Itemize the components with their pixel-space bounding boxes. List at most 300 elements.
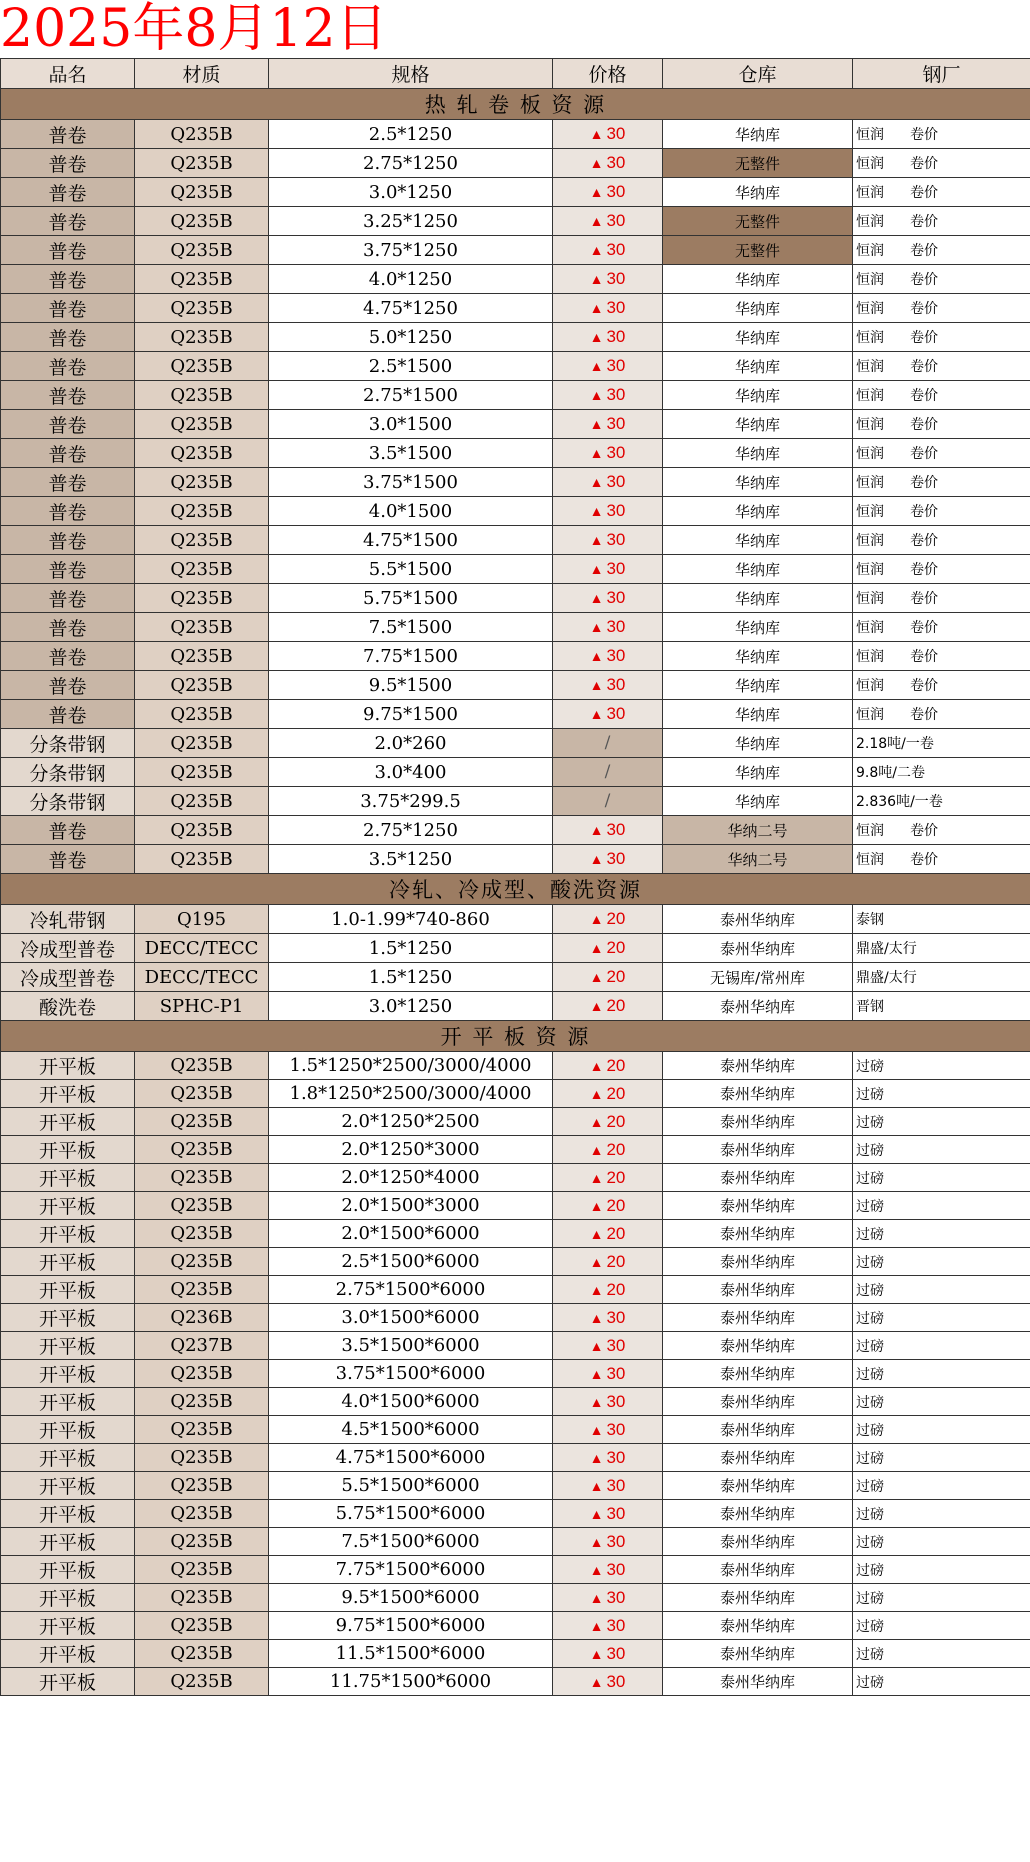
header-mill: 钢厂 [853, 59, 1030, 89]
cell-material: Q235B [135, 1220, 269, 1248]
price-value: 30 [606, 1363, 626, 1383]
cell-name: 开平板 [1, 1388, 135, 1416]
price-up-icon: ▲ [589, 1421, 604, 1438]
cell-spec: 5.5*1500*6000 [269, 1472, 553, 1500]
cell-material: Q235B [135, 352, 269, 381]
cell-name: 开平板 [1, 1500, 135, 1528]
cell-warehouse: 华纳库 [663, 120, 853, 149]
cell-warehouse: 华纳库 [663, 294, 853, 323]
mill-name: 恒润 [856, 562, 884, 578]
price-value: 30 [606, 1503, 626, 1523]
cell-mill [853, 236, 1030, 265]
cell-price [553, 758, 663, 787]
mill-name: 过磅 [856, 1114, 884, 1131]
cell-warehouse: 华纳库 [663, 265, 853, 294]
cell-price [553, 352, 663, 381]
price-up-icon: ▲ [589, 1645, 604, 1662]
cell-warehouse: 泰州华纳库 [663, 1528, 853, 1556]
price-value: 30 [606, 559, 626, 578]
cell-mill [853, 265, 1030, 294]
cell-name: 分条带钢 [1, 787, 135, 816]
table-row [1, 294, 1030, 323]
cell-warehouse: 泰州华纳库 [663, 1388, 853, 1416]
table-row [1, 1108, 1030, 1136]
price-up-icon: ▲ [589, 184, 604, 200]
mill-name: 恒润 [856, 707, 884, 723]
table-row [1, 729, 1030, 758]
table-row [1, 1220, 1030, 1248]
cell-name: 开平板 [1, 1304, 135, 1332]
table-row [1, 1500, 1030, 1528]
mill-name: 过磅 [856, 1142, 884, 1159]
cell-price [553, 497, 663, 526]
cell-spec: 2.75*1250 [269, 816, 553, 845]
cell-name: 开平板 [1, 1332, 135, 1360]
mill-name: 恒润 [856, 156, 884, 172]
cell-name: 分条带钢 [1, 758, 135, 787]
cell-mill [853, 1500, 1030, 1528]
mill-name: 过磅 [856, 1590, 884, 1607]
price-up-icon: ▲ [589, 1505, 604, 1522]
price-up-icon: ▲ [589, 1561, 604, 1578]
table-row [1, 1136, 1030, 1164]
price-value: 20 [606, 1083, 626, 1103]
cell-mill [853, 178, 1030, 207]
cell-price [553, 1612, 663, 1640]
cell-spec: 5.0*1250 [269, 323, 553, 352]
cell-warehouse: 泰州华纳库 [663, 1080, 853, 1108]
section-row [1, 1021, 1030, 1052]
table-row [1, 671, 1030, 700]
price-value: 30 [606, 1531, 626, 1551]
mill-name: 恒润 [856, 214, 884, 230]
price-up-icon: ▲ [589, 1113, 604, 1130]
table-row [1, 1192, 1030, 1220]
cell-price [553, 1360, 663, 1388]
cell-name: 普卷 [1, 671, 135, 700]
price-up-icon: ▲ [589, 155, 604, 171]
mill-note: 卷价 [910, 504, 938, 520]
cell-spec: 2.75*1500*6000 [269, 1276, 553, 1304]
mill-note: 卷价 [910, 649, 938, 665]
price-up-icon: ▲ [589, 126, 604, 142]
cell-mill [853, 497, 1030, 526]
table-row [1, 1528, 1030, 1556]
price-value: 30 [606, 1671, 626, 1691]
cell-name: 开平板 [1, 1052, 135, 1080]
cell-price [553, 1668, 663, 1696]
cell-price [553, 1640, 663, 1668]
cell-spec: 2.5*1250 [269, 120, 553, 149]
mill-note: 卷价 [910, 678, 938, 694]
mill-note: 卷价 [910, 272, 938, 288]
price-up-icon: ▲ [589, 329, 604, 345]
mill-note: 卷价 [910, 127, 938, 143]
cell-material: Q235B [135, 207, 269, 236]
price-value: 30 [606, 327, 626, 346]
price-up-icon: ▲ [589, 445, 604, 461]
cell-warehouse: 泰州华纳库 [663, 1192, 853, 1220]
cell-name: 开平板 [1, 1612, 135, 1640]
cell-price [553, 1584, 663, 1612]
mill-name: 恒润 [856, 359, 884, 375]
page-title: 2025年8月12日 [0, 0, 388, 59]
cell-material: Q235B [135, 555, 269, 584]
mill-name: 恒润 [856, 417, 884, 433]
cell-spec: 7.5*1500*6000 [269, 1528, 553, 1556]
cell-mill [853, 1052, 1030, 1080]
cell-material: Q235B [135, 1080, 269, 1108]
cell-material: Q235B [135, 613, 269, 642]
price-up-icon: ▲ [589, 940, 604, 956]
cell-name: 开平板 [1, 1108, 135, 1136]
table-row [1, 1416, 1030, 1444]
cell-material: DECC/TECC [135, 963, 269, 992]
cell-material: Q235B [135, 526, 269, 555]
cell-name: 开平板 [1, 1528, 135, 1556]
mill-name: 泰钢 [856, 912, 884, 928]
cell-warehouse: 华纳库 [663, 439, 853, 468]
table-row [1, 584, 1030, 613]
cell-mill [853, 1248, 1030, 1276]
price-value: 20 [606, 1251, 626, 1271]
mill-name: 2.18吨/一卷 [856, 736, 934, 752]
cell-material: Q235B [135, 816, 269, 845]
cell-name: 开平板 [1, 1192, 135, 1220]
cell-price [553, 642, 663, 671]
cell-mill [853, 1668, 1030, 1696]
cell-spec: 9.75*1500*6000 [269, 1612, 553, 1640]
mill-name: 鼎盛/太行 [856, 941, 917, 957]
cell-price [553, 1080, 663, 1108]
table-row [1, 265, 1030, 294]
price-value: 30 [606, 240, 626, 259]
cell-mill [853, 816, 1030, 845]
cell-name: 普卷 [1, 265, 135, 294]
cell-price [553, 700, 663, 729]
header-price: 价格 [553, 59, 663, 89]
header-material: 材质 [135, 59, 269, 89]
cell-name: 开平板 [1, 1472, 135, 1500]
cell-mill [853, 381, 1030, 410]
cell-material: Q235B [135, 671, 269, 700]
price-up-icon: ▲ [589, 416, 604, 432]
cell-name: 开平板 [1, 1276, 135, 1304]
cell-price [553, 236, 663, 265]
cell-material: Q235B [135, 787, 269, 816]
price-up-icon: ▲ [589, 300, 604, 316]
cell-material: Q235B [135, 468, 269, 497]
price-up-icon: ▲ [589, 1533, 604, 1550]
price-value: 20 [606, 1055, 626, 1075]
cell-material: Q235B [135, 410, 269, 439]
cell-name: 分条带钢 [1, 729, 135, 758]
table-row [1, 1164, 1030, 1192]
mill-note: 卷价 [910, 301, 938, 317]
price-value: 30 [606, 472, 626, 491]
cell-warehouse: 华纳库 [663, 613, 853, 642]
cell-material: DECC/TECC [135, 934, 269, 963]
cell-material: Q235B [135, 1472, 269, 1500]
cell-warehouse: 无整件 [663, 149, 853, 178]
price-value: 20 [606, 1167, 626, 1187]
cell-price [553, 992, 663, 1021]
section-row [1, 89, 1030, 120]
cell-warehouse: 泰州华纳库 [663, 1108, 853, 1136]
price-up-icon: ▲ [589, 822, 604, 838]
cell-mill [853, 1304, 1030, 1332]
cell-warehouse: 华纳库 [663, 700, 853, 729]
table-row [1, 963, 1030, 992]
cell-price [553, 555, 663, 584]
cell-mill [853, 1220, 1030, 1248]
cell-spec: 1.8*1250*2500/3000/4000 [269, 1080, 553, 1108]
cell-warehouse: 泰州华纳库 [663, 1500, 853, 1528]
cell-spec: 9.75*1500 [269, 700, 553, 729]
price-value: 20 [606, 1139, 626, 1159]
price-value: 30 [606, 820, 626, 839]
mill-name: 恒润 [856, 330, 884, 346]
cell-name: 开平板 [1, 1416, 135, 1444]
price-value: 30 [606, 298, 626, 317]
cell-spec: 4.75*1500*6000 [269, 1444, 553, 1472]
cell-mill [853, 1444, 1030, 1472]
header-row [1, 59, 1030, 89]
price-up-icon: ▲ [589, 1141, 604, 1158]
cell-material: Q235B [135, 1584, 269, 1612]
cell-mill [853, 352, 1030, 381]
price-up-icon: ▲ [589, 561, 604, 577]
cell-price [553, 905, 663, 934]
cell-name: 普卷 [1, 294, 135, 323]
table-row [1, 439, 1030, 468]
cell-spec: 3.25*1250 [269, 207, 553, 236]
price-up-icon: ▲ [589, 271, 604, 287]
cell-name: 普卷 [1, 497, 135, 526]
cell-name: 普卷 [1, 120, 135, 149]
cell-price [553, 1248, 663, 1276]
price-value: 30 [606, 356, 626, 375]
cell-warehouse: 华纳库 [663, 729, 853, 758]
table-row [1, 992, 1030, 1021]
cell-warehouse: 华纳库 [663, 758, 853, 787]
cell-price [553, 468, 663, 497]
price-value: 30 [606, 1391, 626, 1411]
cell-mill [853, 1136, 1030, 1164]
price-up-icon: ▲ [589, 1477, 604, 1494]
price-value: 30 [606, 1587, 626, 1607]
cell-warehouse: 泰州华纳库 [663, 905, 853, 934]
cell-price [553, 294, 663, 323]
cell-warehouse: 泰州华纳库 [663, 1444, 853, 1472]
cell-price [553, 1052, 663, 1080]
table-row [1, 816, 1030, 845]
mill-name: 恒润 [856, 620, 884, 636]
price-value: 30 [606, 1559, 626, 1579]
cell-mill [853, 700, 1030, 729]
price-value: 30 [606, 849, 626, 868]
cell-mill [853, 468, 1030, 497]
cell-warehouse: 华纳库 [663, 497, 853, 526]
price-value: 30 [606, 530, 626, 549]
price-value: 30 [606, 646, 626, 665]
cell-name: 普卷 [1, 845, 135, 874]
cell-mill [853, 1192, 1030, 1220]
table-row [1, 642, 1030, 671]
mill-name: 过磅 [856, 1086, 884, 1103]
cell-spec: 11.75*1500*6000 [269, 1668, 553, 1696]
table-row [1, 1556, 1030, 1584]
mill-name: 2.836吨/一卷 [856, 794, 943, 810]
mill-name: 过磅 [856, 1450, 884, 1467]
price-up-icon: ▲ [589, 1337, 604, 1354]
table-row [1, 207, 1030, 236]
table-row [1, 934, 1030, 963]
cell-material: Q236B [135, 1304, 269, 1332]
cell-mill [853, 1080, 1030, 1108]
mill-name: 恒润 [856, 649, 884, 665]
cell-name: 开平板 [1, 1220, 135, 1248]
cell-mill [853, 410, 1030, 439]
cell-name: 冷轧带钢 [1, 905, 135, 934]
mill-name: 恒润 [856, 185, 884, 201]
price-up-icon: ▲ [589, 648, 604, 664]
table-row [1, 1444, 1030, 1472]
cell-warehouse: 华纳库 [663, 584, 853, 613]
mill-name: 过磅 [856, 1226, 884, 1243]
mill-name: 过磅 [856, 1534, 884, 1551]
mill-note: 卷价 [910, 620, 938, 636]
table-row [1, 1080, 1030, 1108]
cell-warehouse: 泰州华纳库 [663, 1640, 853, 1668]
cell-material: Q235B [135, 1248, 269, 1276]
cell-price [553, 1304, 663, 1332]
section-title: 热 轧 卷 板 资 源 [1, 89, 1030, 120]
cell-name: 开平板 [1, 1584, 135, 1612]
mill-note: 卷价 [910, 243, 938, 259]
table-row [1, 555, 1030, 584]
mill-name: 恒润 [856, 475, 884, 491]
cell-material: Q235B [135, 1108, 269, 1136]
cell-material: Q235B [135, 845, 269, 874]
section-row [1, 874, 1030, 905]
cell-mill [853, 1584, 1030, 1612]
cell-price [553, 613, 663, 642]
price-value: 30 [606, 1475, 626, 1495]
cell-price [553, 1472, 663, 1500]
cell-material: Q235B [135, 1528, 269, 1556]
cell-warehouse: 华纳库 [663, 787, 853, 816]
cell-material: Q235B [135, 381, 269, 410]
price-value: 30 [606, 1643, 626, 1663]
cell-spec: 4.75*1250 [269, 294, 553, 323]
price-up-icon: ▲ [589, 590, 604, 606]
table-row [1, 352, 1030, 381]
price-up-icon: ▲ [589, 911, 604, 927]
cell-price [553, 787, 663, 816]
cell-material: Q235B [135, 497, 269, 526]
mill-name: 过磅 [856, 1618, 884, 1635]
cell-name: 普卷 [1, 207, 135, 236]
mill-note: 卷价 [910, 533, 938, 549]
cell-material: Q235B [135, 294, 269, 323]
cell-material: Q235B [135, 729, 269, 758]
cell-name: 开平板 [1, 1360, 135, 1388]
cell-name: 开平板 [1, 1556, 135, 1584]
cell-price [553, 1192, 663, 1220]
price-value: 30 [606, 617, 626, 636]
table-row [1, 905, 1030, 934]
price-up-icon: ▲ [589, 1393, 604, 1410]
cell-mill [853, 934, 1030, 963]
price-value: 30 [606, 1335, 626, 1355]
mill-name: 恒润 [856, 591, 884, 607]
mill-note: 卷价 [910, 562, 938, 578]
cell-spec: 1.5*1250*2500/3000/4000 [269, 1052, 553, 1080]
cell-material: Q235B [135, 1556, 269, 1584]
cell-mill [853, 1360, 1030, 1388]
cell-price [553, 178, 663, 207]
price-value: 20 [606, 938, 626, 957]
cell-price [553, 934, 663, 963]
cell-name: 酸洗卷 [1, 992, 135, 1021]
table-row [1, 236, 1030, 265]
table-row [1, 1388, 1030, 1416]
price-value: 30 [606, 182, 626, 201]
cell-spec: 2.0*260 [269, 729, 553, 758]
price-value: 20 [606, 909, 626, 928]
cell-name: 普卷 [1, 613, 135, 642]
cell-price [553, 816, 663, 845]
mill-note: 卷价 [910, 852, 938, 868]
header-spec: 规格 [269, 59, 553, 89]
cell-price [553, 1556, 663, 1584]
price-value: 20 [606, 1223, 626, 1243]
cell-price [553, 1164, 663, 1192]
cell-warehouse: 泰州华纳库 [663, 992, 853, 1021]
cell-material: Q195 [135, 905, 269, 934]
cell-price [553, 1416, 663, 1444]
cell-spec: 3.75*299.5 [269, 787, 553, 816]
price-value: 30 [606, 1419, 626, 1439]
cell-spec: 3.0*1250 [269, 992, 553, 1021]
table-row [1, 787, 1030, 816]
cell-spec: 5.75*1500 [269, 584, 553, 613]
cell-name: 普卷 [1, 381, 135, 410]
cell-price [553, 1332, 663, 1360]
mill-note: 卷价 [910, 446, 938, 462]
cell-name: 普卷 [1, 178, 135, 207]
cell-spec: 1.5*1250 [269, 934, 553, 963]
cell-material: Q235B [135, 584, 269, 613]
price-value: 30 [606, 1447, 626, 1467]
cell-name: 普卷 [1, 526, 135, 555]
cell-warehouse: 泰州华纳库 [663, 934, 853, 963]
cell-mill [853, 555, 1030, 584]
cell-spec: 2.5*1500*6000 [269, 1248, 553, 1276]
price-value: 30 [606, 153, 626, 172]
cell-warehouse: 泰州华纳库 [663, 1416, 853, 1444]
price-up-icon: ▲ [589, 1169, 604, 1186]
mill-name: 过磅 [856, 1674, 884, 1691]
mill-note: 卷价 [910, 156, 938, 172]
cell-material: Q235B [135, 1164, 269, 1192]
cell-mill [853, 845, 1030, 874]
table-row [1, 149, 1030, 178]
table-row [1, 1304, 1030, 1332]
cell-spec: 2.75*1500 [269, 381, 553, 410]
section-title: 冷轧、冷成型、酸洗资源 [1, 874, 1030, 905]
